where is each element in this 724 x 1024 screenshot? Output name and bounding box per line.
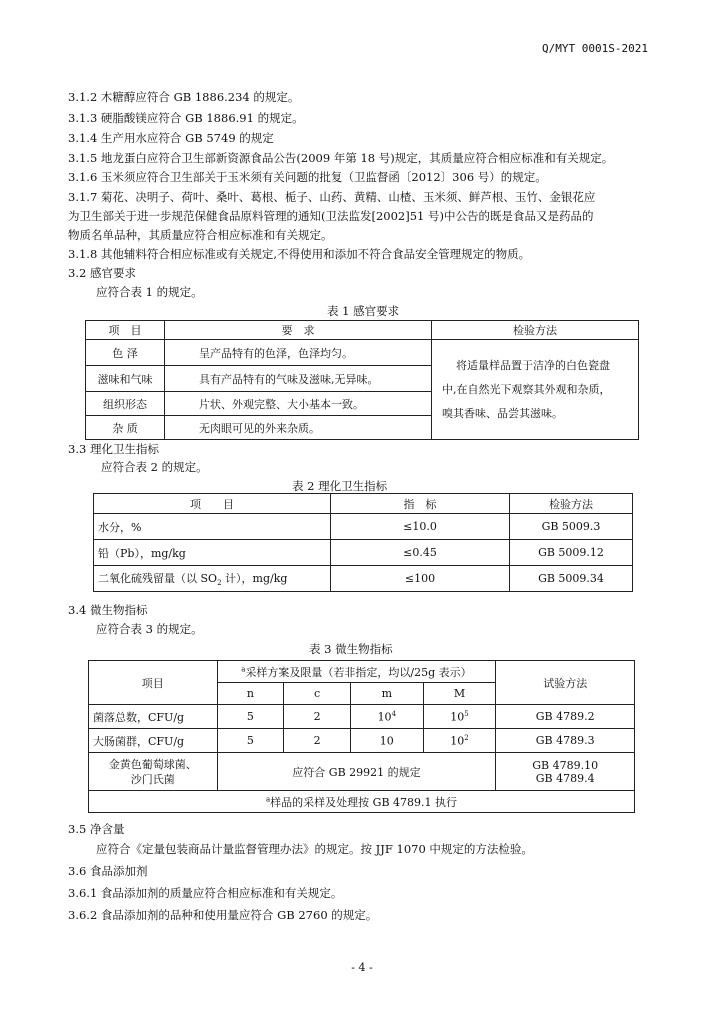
clause-3-1-7-line1: 3.1.7 菊花、决明子、荷叶、桑叶、葛根、栀子、山药、黄精、山楂、玉米须、鲜芦根、玉竹、金银花应 [68, 190, 596, 204]
table1-requirement: 呈产品特有的色泽，色泽均匀。 [165, 340, 432, 366]
clause-3-1-3: 3.1.3 硬脂酸镁应符合 GB 1886.91 的规定。 [68, 111, 304, 125]
table3-header-item: 项目 [89, 661, 218, 705]
table1-method-line: 中,在自然光下观察其外观和杂质， [442, 382, 611, 396]
table1-item: 组织形态 [86, 392, 165, 416]
table2-header-value: 指 标 [331, 494, 510, 514]
table1-method-cell [432, 340, 639, 440]
section-3-3-heading: 3.3 理化卫生指标 [68, 442, 159, 456]
page-number: - 4 - [351, 961, 373, 974]
table1-item: 色 泽 [86, 340, 165, 366]
table3-footnote: $^a$样品的采样及处理按 GB 4789.1 执行 [89, 791, 635, 813]
table1-sensory [85, 320, 639, 440]
table2-item: 水分，% [94, 514, 331, 540]
section-3-5-body: 应符合《定量包装商品计量监督管理办法》的规定。按 JJF 1070 中规定的方法检验。 [96, 842, 533, 856]
table1-item: 杂 质 [86, 416, 165, 440]
document-id: Q/MYT 0001S-2021 [542, 42, 648, 55]
clause-3-1-7-line3: 物质名单品种，其质量应符合相应标准和有关规定。 [68, 228, 333, 242]
table3-item-multi: 金黄色葡萄球菌、 沙门氏菌 [89, 753, 218, 791]
clause-3-1-6: 3.1.6 玉米须应符合卫生部关于玉米须有关问题的批复（卫监督函〔2012〕306 号）的规定。 [68, 170, 547, 184]
clause-3-6-2: 3.6.2 食品添加剂的品种和使用量应符合 GB 2760 的规定。 [68, 908, 378, 922]
table1-method-line: 嗅其香味、品尝其滋味。 [442, 406, 563, 420]
table2-value: ≤100 [331, 566, 510, 592]
table3-subheader-M: M [423, 683, 496, 705]
table1-requirement: 无肉眼可见的外来杂质。 [165, 416, 432, 440]
table3-header-method: 试验方法 [496, 661, 635, 705]
table2-caption: 表 2 理化卫生指标 [292, 479, 388, 493]
table1-requirement: 片状、外观完整、大小基本一致。 [165, 392, 432, 416]
table1-requirement: 具有产品特有的气味及滋味,无异味。 [165, 366, 432, 392]
table3-m: $10^4$ [350, 705, 423, 729]
table3-n: 5 [217, 705, 284, 729]
table3-item: 菌落总数，CFU/g [89, 705, 218, 729]
table1-caption: 表 1 感官要求 [327, 304, 400, 318]
table2-value: ≤0.45 [331, 540, 510, 566]
table2-method: GB 5009.34 [510, 566, 633, 592]
clause-3-1-4: 3.1.4 生产用水应符合 GB 5749 的规定 [68, 131, 274, 145]
table2-method: GB 5009.3 [510, 514, 633, 540]
table3-item: 大肠菌群，CFU/g [89, 729, 218, 753]
section-3-6-heading: 3.6 食品添加剂 [68, 864, 148, 878]
table3-row3-requirement: 应符合 GB 29921 的规定 [217, 753, 496, 791]
section-3-4-heading: 3.4 微生物指标 [68, 603, 148, 617]
section-3-2-body: 应符合表 1 的规定。 [96, 285, 203, 299]
table3-c: 2 [284, 705, 351, 729]
clause-3-1-8: 3.1.8 其他辅料符合相应标准或有关规定,不得使用和添加不符合食品安全管理规定的物质。 [68, 247, 531, 261]
table2-header-item: 项 目 [94, 494, 331, 514]
table3-subheader-n: n [217, 683, 284, 705]
table3-n: 5 [217, 729, 284, 753]
table3-method: GB 4789.2 [496, 705, 635, 729]
clause-3-1-7-line2: 为卫生部关于进一步规范保健食品原料管理的通知(卫法监发[2002]51 号)中公告的既是食品又是药品的 [68, 209, 594, 223]
clause-3-1-5: 3.1.5 地龙蛋白应符合卫生部新资源食品公告(2009 年第 18 号)规定，其质量应符合相应标准和有关规定。 [68, 151, 614, 165]
table1-header-item: 项 目 [86, 321, 165, 340]
section-3-2-heading: 3.2 感官要求 [68, 266, 136, 280]
table3-method: GB 4789.3 [496, 729, 635, 753]
table1-method-line: 将适量样品置于洁净的白色瓷盘 [456, 358, 610, 372]
table1-header-method: 检验方法 [432, 321, 639, 340]
table2-item: 铅（Pb），mg/kg [94, 540, 331, 566]
table2-method: GB 5009.12 [510, 540, 633, 566]
table3-subheader-c: c [284, 683, 351, 705]
table2-item: 二氧化硫残留量（以 $SO_2$ 计），mg/kg [94, 566, 331, 592]
table3-m: 10 [350, 729, 423, 753]
table3-header-plan: $^a$采样方案及限量（若非指定，均以/25g 表示） [217, 661, 496, 683]
table3-subheader-m: m [350, 683, 423, 705]
table3-row3-method: GB 4789.10 GB 4789.4 [496, 753, 635, 791]
section-3-4-body: 应符合表 3 的规定。 [96, 622, 203, 636]
table2-header-method: 检验方法 [510, 494, 633, 514]
table3-caption: 表 3 微生物指标 [309, 642, 393, 656]
table3-M: $10^2$ [423, 729, 496, 753]
table2-value: ≤10.0 [331, 514, 510, 540]
clause-3-1-2: 3.1.2 木糖醇应符合 GB 1886.234 的规定。 [68, 90, 300, 104]
table2-physicochemical [93, 493, 633, 592]
table1-item: 滋味和气味 [86, 366, 165, 392]
table3-microbiological [88, 660, 635, 813]
table3-M: $10^5$ [423, 705, 496, 729]
clause-3-6-1: 3.6.1 食品添加剂的质量应符合相应标准和有关规定。 [68, 886, 343, 900]
section-3-3-body: 应符合表 2 的规定。 [101, 460, 208, 474]
section-3-5-heading: 3.5 净含量 [68, 822, 125, 836]
table3-c: 2 [284, 729, 351, 753]
table1-header-requirement: 要 求 [165, 321, 432, 340]
